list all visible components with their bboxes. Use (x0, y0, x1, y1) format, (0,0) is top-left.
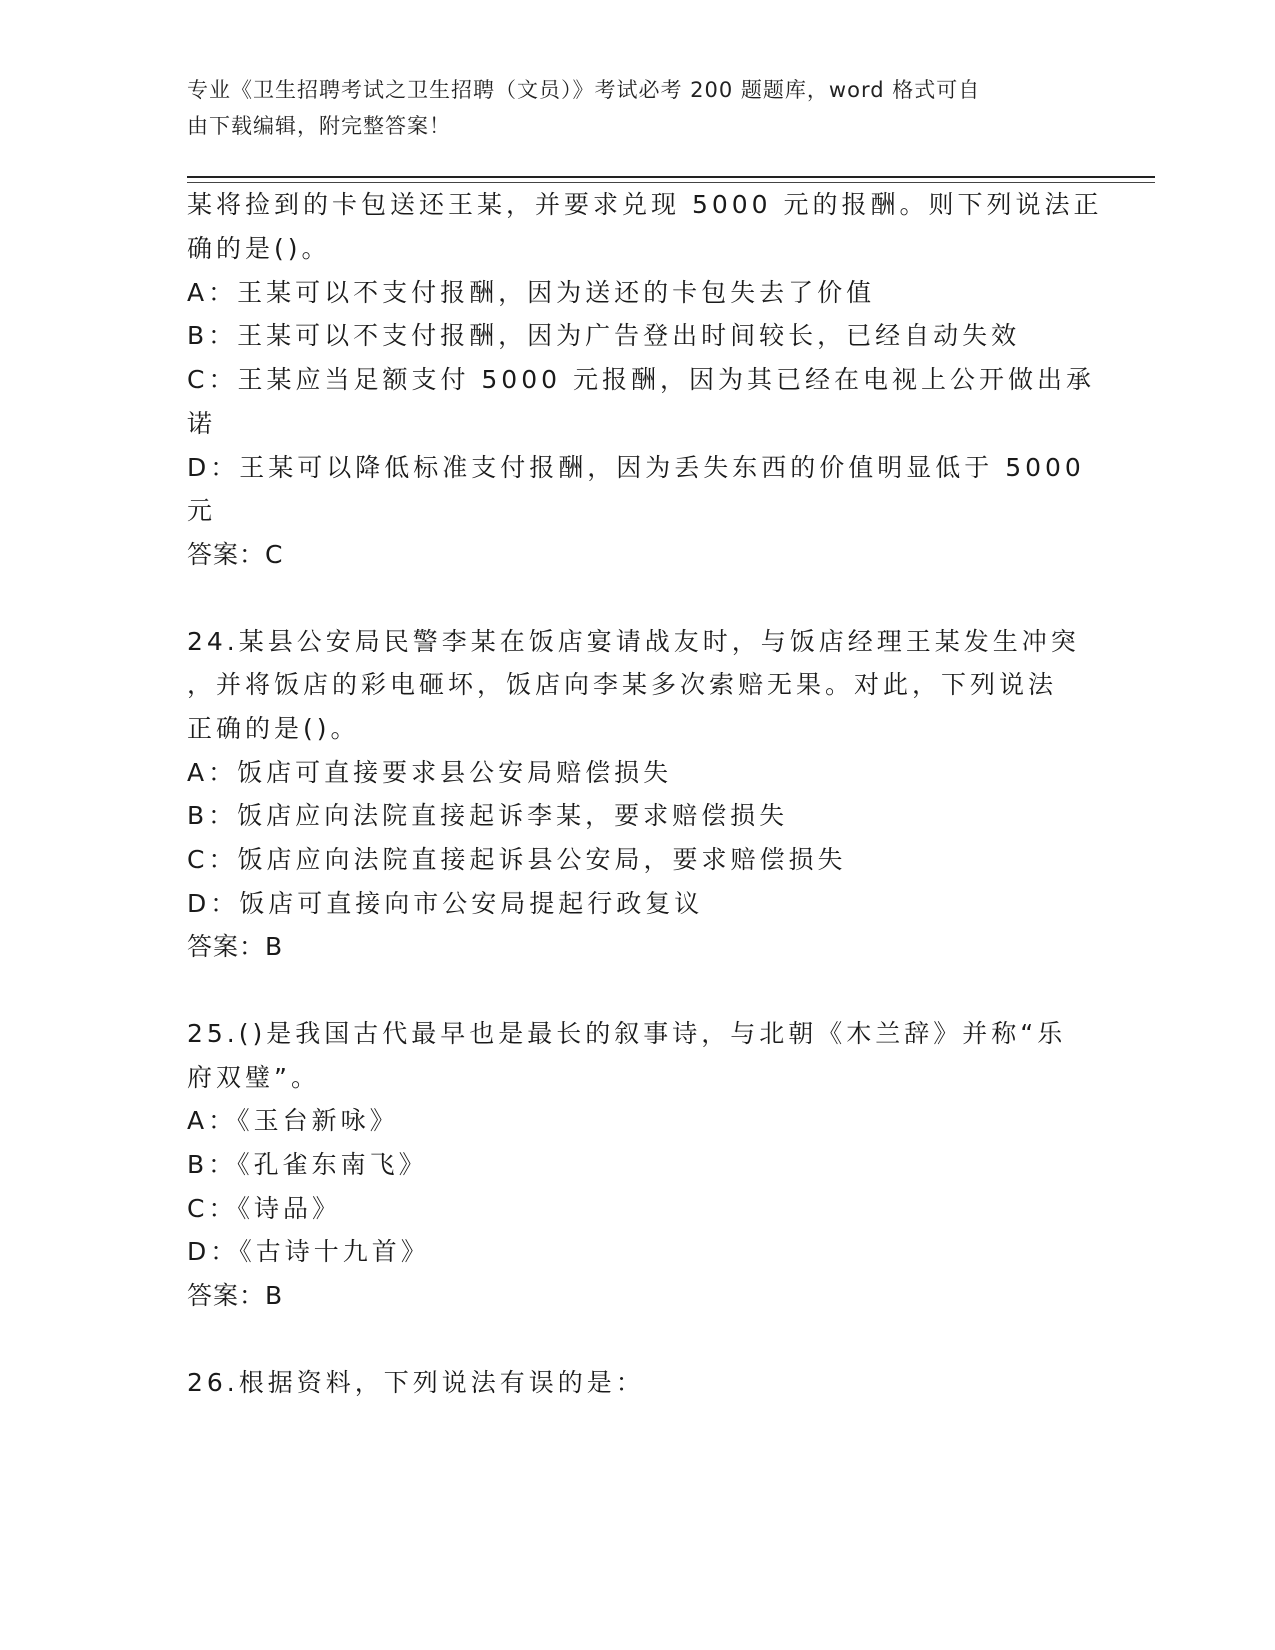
answer-label: 答案：B (187, 932, 284, 961)
option-b: B：王某可以不支付报酬，因为广告登出时间较长，已经自动失效 (187, 321, 1021, 350)
header-line-1: 专业《卫生招聘考试之卫生招聘（文员）》考试必考 200 题题库，word 格式可自 (187, 78, 981, 102)
option-a: A：饭店可直接要求县公安局赔偿损失 (187, 758, 673, 787)
question-stem-line: 某将捡到的卡包送还王某，并要求兑现 5000 元的报酬。则下列说法正 (187, 190, 1103, 219)
option-c-continuation: 诺 (187, 409, 217, 438)
question-stem-line: 26.根据资料，下列说法有误的是： (187, 1368, 645, 1397)
option-c: C：饭店应向法院直接起诉县公安局，要求赔偿损失 (187, 845, 847, 874)
header-line-2: 由下载编辑，附完整答案！ (187, 114, 451, 138)
answer-label: 答案：C (187, 540, 284, 569)
document-header (187, 72, 1067, 144)
option-b: B：饭店应向法院直接起诉李某，要求赔偿损失 (187, 801, 789, 830)
question-stem-line: 24.某县公安局民警李某在饭店宴请战友时，与饭店经理王某发生冲突 (187, 627, 1080, 656)
answer-label: 答案：B (187, 1281, 284, 1310)
option-d: D：《古诗十九首》 (187, 1237, 430, 1266)
header-divider-thin (187, 182, 1155, 183)
option-d: D：王某可以降低标准支付报酬，因为丢失东西的价值明显低于 5000 (187, 453, 1085, 482)
question-stem-line: 25.()是我国古代最早也是最长的叙事诗，与北朝《木兰辞》并称“乐 (187, 1019, 1067, 1048)
header-divider-thick (187, 176, 1155, 178)
question-stem-line: 确的是()。 (187, 234, 331, 263)
option-d-continuation: 元 (187, 496, 217, 525)
question-stem-line: 府双璧”。 (187, 1063, 320, 1092)
option-c: C：《诗品》 (187, 1194, 341, 1223)
option-a: A：《玉台新咏》 (187, 1106, 399, 1135)
option-c: C：王某应当足额支付 5000 元报酬，因为其已经在电视上公开做出承 (187, 365, 1095, 394)
question-stem-line: ，并将饭店的彩电砸坏，饭店向李某多次索赔无果。对此，下列说法 (187, 670, 1058, 699)
option-d: D：饭店可直接向市公安局提起行政复议 (187, 889, 704, 918)
option-a: A：王某可以不支付报酬，因为送还的卡包失去了价值 (187, 278, 876, 307)
question-stem-line: 正确的是()。 (187, 714, 360, 743)
option-b: B：《孔雀东南飞》 (187, 1150, 428, 1179)
